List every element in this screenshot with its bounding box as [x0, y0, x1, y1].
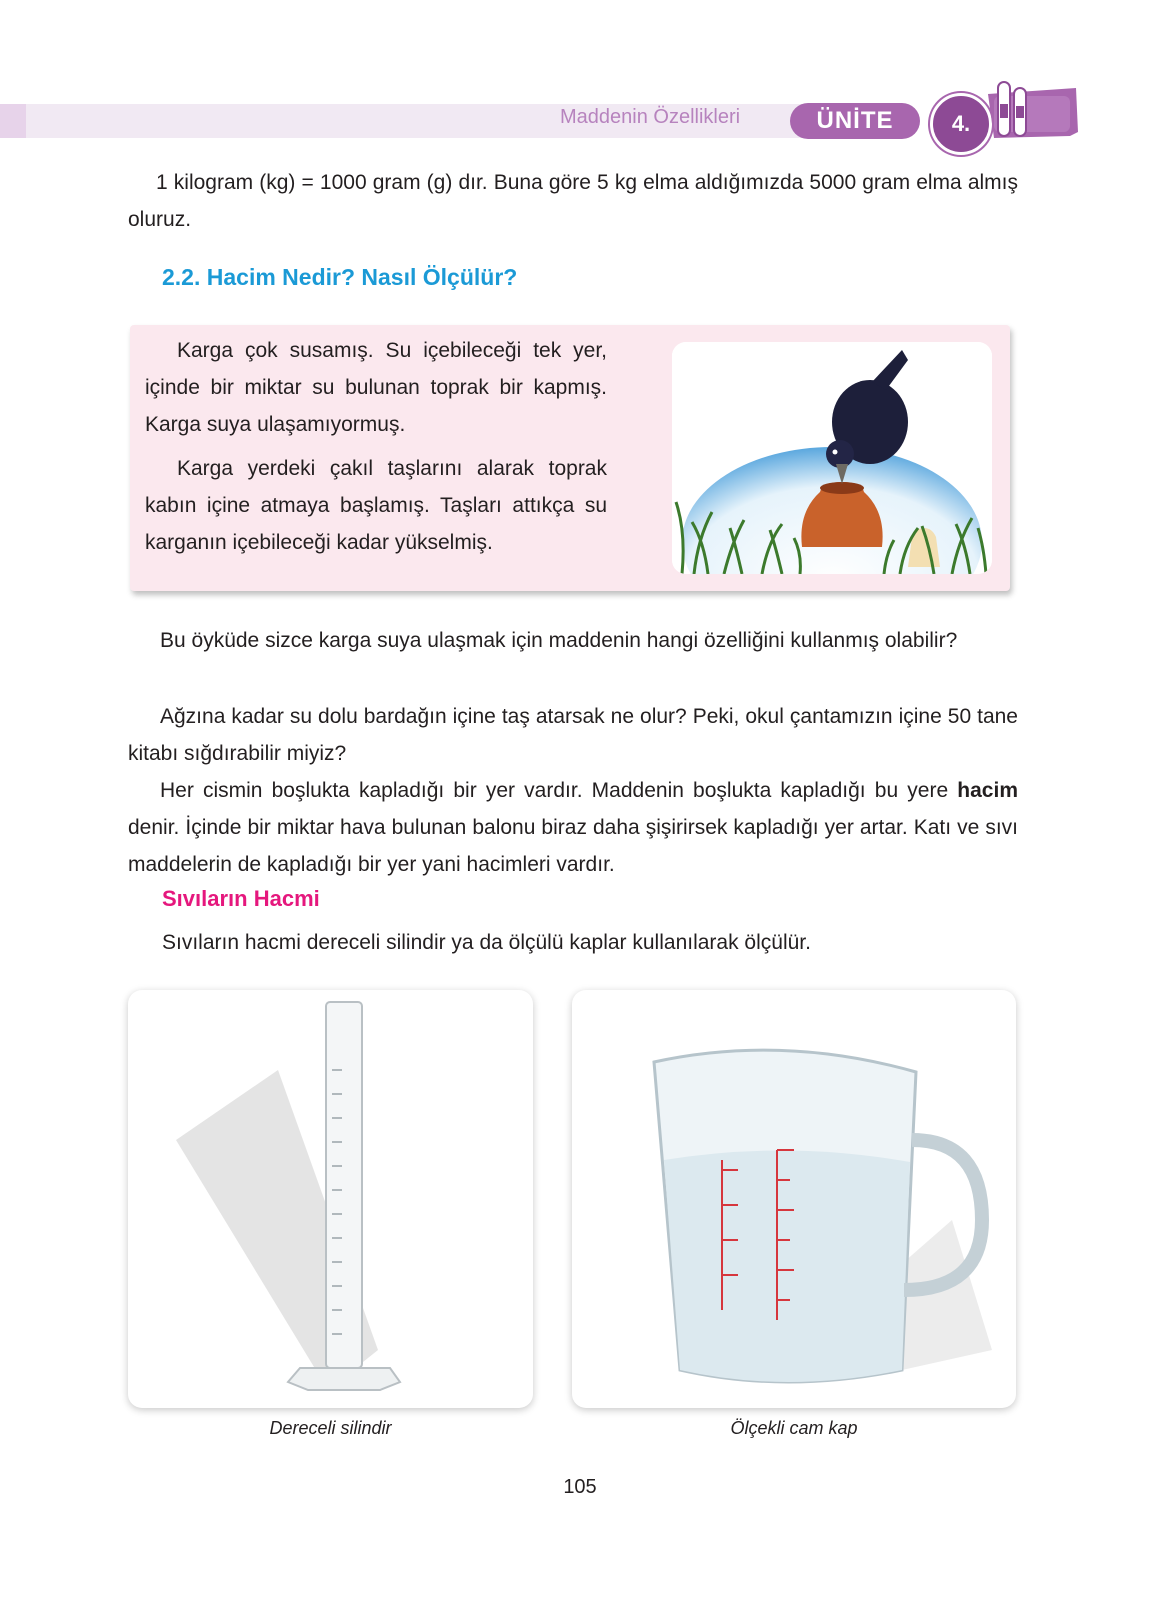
- header-strip-accent: [0, 104, 26, 138]
- question-2: Ağzına kadar su dolu bardağın içine taş atarsak ne olur? Peki, okul çantamızın içine 50 tane kitabı sığdırabilir miyiz?: [128, 705, 1018, 765]
- question-1: Bu öyküde sizce karga suya ulaşmak için maddenin hangi özelliğini kullanmış olabilir?: [160, 629, 958, 652]
- measuring-cup-photo: [572, 990, 1016, 1408]
- definition-before: Her cismin boşlukta kapladığı bir yer vardır. Maddenin boşlukta kapladığı bu yere: [160, 779, 958, 802]
- unite-badge: ÜNİTE: [790, 103, 920, 139]
- intro-paragraph: 1 kilogram (kg) = 1000 gram (g) dır. Buna göre 5 kg elma aldığımızda 5000 gram elma almış oluruz.: [128, 171, 1018, 231]
- subheading-paragraph: Sıvıların hacmi dereceli silindir ya da ölçülü kaplar kullanılarak ölçülür.: [162, 931, 811, 954]
- story-paragraph-2: Karga yerdeki çakıl taşlarını alarak toprak kabın içine atmaya başlamış. Taşları attıkça su karganın içebileceği kadar yükselmiş.: [145, 457, 607, 554]
- definition-paragraph: [128, 772, 1018, 883]
- definition-after: denir. İçinde bir miktar hava bulunan balonu biraz daha şişirirsek kapladığı yer artar. Katı ve sıvı maddelerin de kapladığı bir yer yani hacimleri vardır.: [128, 816, 1018, 876]
- crow-illustration: [672, 342, 992, 574]
- chapter-title: Maddenin Özellikleri: [560, 106, 741, 128]
- test-tubes-banner-icon: [984, 80, 1084, 150]
- subheading: Sıvıların Hacmi: [162, 886, 320, 911]
- unite-number: 4.: [930, 93, 992, 155]
- caption-graduated-cylinder: Dereceli silindir: [269, 1418, 392, 1438]
- definition-term: hacim: [957, 779, 1018, 802]
- caption-measuring-cup: Ölçekli cam kap: [730, 1418, 858, 1438]
- page-number: 105: [563, 1476, 597, 1498]
- graduated-cylinder-photo: [128, 990, 533, 1408]
- section-heading: 2.2. Hacim Nedir? Nasıl Ölçülür?: [162, 264, 518, 290]
- story-paragraph-1: Karga çok susamış. Su içebileceği tek yer, içinde bir miktar su bulunan toprak bir kapmış. Karga suya ulaşamıyormuş.: [145, 339, 607, 436]
